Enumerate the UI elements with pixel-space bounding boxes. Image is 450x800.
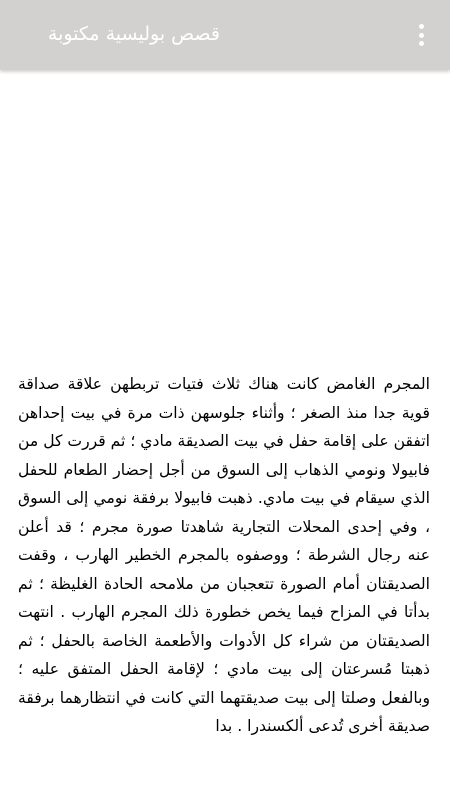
story-text: المجرم الغامض كانت هناك ثلاث فتيات تربطهن علاقة صداقة قوية جدا منذ الصغر ؛ وأثناء جلوسهن ذات مرة في بيت إحداهن اتفقن على إقامة حفل في بيت الصديقة مادي ؛ ثم قررت كل من فابيولا ونومي الذهاب إلى السوق من أجل إحضار الطعام للحفل الذي سيقام في بيت مادي. ذهبت فابيولا برفقة نومي إلى السوق ، وفي إحدى المحلات التجارية شاهدتا صورة مجرم ؛ قد أعلن عنه رجال الشرطة ؛ ووصفوه بالمجرم الخطير الهارب ، وقفت الصديقتان أمام الصورة تتعجبان من ملامحه الحادة الغليظة ؛ ثم بدأتا في المزاح فيما يخص خطورة ذلك المجرم الهارب . انتهت الصديقتان من شراء كل الأدوات والأطعمة الخاصة بالحفل ؛ ثم ذهبتا مُسرعتان إلى بيت مادي ؛ لإقامة الحفل المتفق عليه ؛ وبالفعل وصلتا إلى بيت صديقتهما التي كانت في انتظارهما برفقة صديقة أخرى تُدعى ألكسندرا . بدا — [18, 375, 430, 735]
menu-dot — [419, 41, 424, 46]
more-vert-icon[interactable] — [412, 22, 430, 48]
story-scroll-view[interactable] — [0, 70, 450, 800]
app-bar — [0, 0, 450, 70]
blank-banner-area — [0, 70, 450, 370]
menu-dot — [419, 24, 424, 29]
app-title: قصص بوليسية مكتوبة — [47, 23, 220, 45]
menu-dot — [419, 33, 424, 38]
